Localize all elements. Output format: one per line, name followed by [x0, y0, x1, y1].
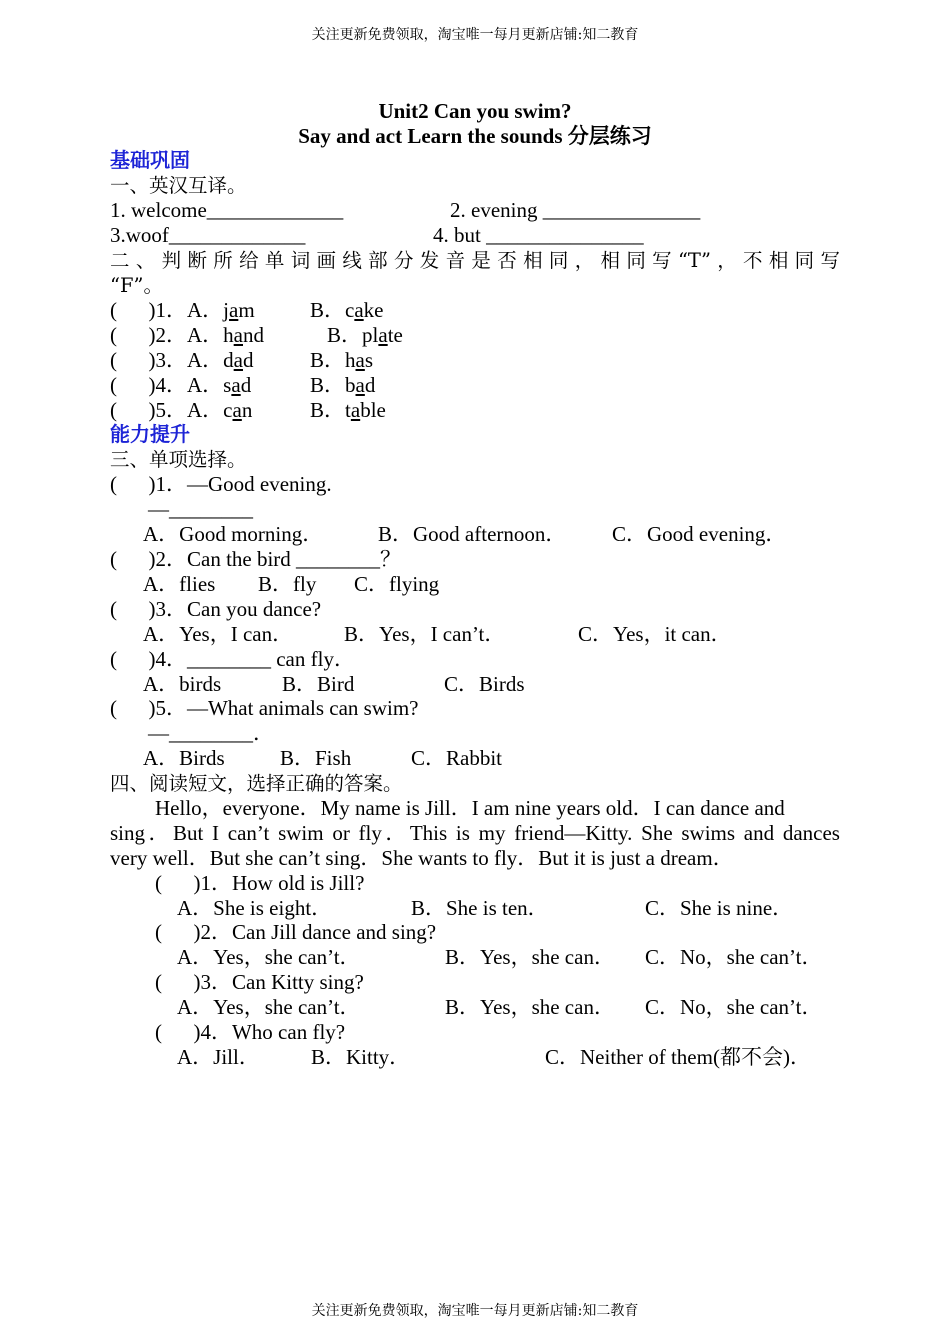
part3-question-5-option-b: B．Fish: [280, 746, 352, 770]
part3-question-1-option-a: A．Good morning．: [143, 522, 324, 546]
underlined-sound: a: [354, 298, 364, 322]
part1-item-2: 2. evening _______________: [450, 198, 701, 222]
part2-heading-line-2: “F”。: [110, 274, 163, 297]
underlined-sound: a: [233, 348, 243, 372]
part4-question-3-stem: ( )3．Can Kitty sing?: [155, 970, 364, 994]
underlined-sound: a: [231, 373, 241, 397]
part4-question-4-option-c: C．Neither of them(都不会)．: [545, 1045, 811, 1069]
part4-question-1-stem: ( )1．How old is Jill?: [155, 871, 365, 895]
part3-question-3-option-c: C．Yes，it can．: [578, 622, 732, 646]
part3-question-4-option-a: A．birds: [143, 672, 222, 696]
part4-question-1-option-b: B．She is ten．: [411, 896, 549, 920]
part4-heading: 四、阅读短文，选择正确的答案。: [110, 772, 403, 795]
part1-item-4: 4. but _______________: [433, 223, 644, 247]
passage-line-3: very well．But she can’t sing．She wants to fly．But it is just a dream．: [110, 846, 734, 870]
answer-paren: ( ): [110, 323, 156, 347]
answer-paren: ( ): [110, 348, 156, 372]
underlined-sound: a: [355, 373, 365, 397]
underlined-sound: a: [350, 398, 361, 422]
part4-question-4-option-a: A．Jill．: [177, 1045, 260, 1069]
part3-question-3-option-a: A．Yes，I can．: [143, 622, 294, 646]
part3-question-5-option-a: A．Birds: [143, 746, 225, 770]
part4-question-2-option-a: A．Yes，she can’t．: [177, 945, 361, 969]
part4-question-3-option-a: A．Yes，she can’t．: [177, 995, 361, 1019]
part4-question-1-option-c: C．She is nine．: [645, 896, 794, 920]
title-line-2: Say and act Learn the sounds 分层练习: [298, 124, 652, 148]
part3-question-5-answer-blank: —________．: [148, 721, 274, 745]
answer-paren: ( ): [110, 298, 156, 322]
part2-question-3-option-b: B．has: [310, 348, 374, 372]
part3-question-5-option-c: C．Rabbit: [411, 746, 503, 770]
part1-item-1: 1. welcome_____________: [110, 198, 344, 222]
part4-question-2-option-b: B．Yes，she can．: [445, 945, 615, 969]
part4-question-4-option-b: B．Kitty．: [311, 1045, 411, 1069]
part2-question-4: ( )4．A．sad: [110, 373, 252, 397]
part2-question-4-option-b: B．bad: [310, 373, 376, 397]
passage-line-1: Hello，everyone．My name is Jill．I am nine years old．I can dance and: [155, 796, 785, 820]
part3-question-2-option-b: B．fly: [258, 572, 317, 596]
section-advanced-heading: 能力提升: [110, 422, 190, 446]
answer-paren: ( ): [110, 373, 156, 397]
part4-question-3-option-c: C．No，she can’t．: [645, 995, 823, 1019]
part4-question-4-stem: ( )4．Who can fly?: [155, 1020, 346, 1044]
part2-question-5: ( )5．A．can: [110, 398, 253, 422]
page-header: 关注更新免费领取，淘宝唯一每月更新店铺:知二教育: [311, 27, 639, 43]
part2-question-3: ( )3．A．dad: [110, 348, 254, 372]
part2-heading-line-1: 二、判断所给单词画线部分发音是否相同，相同写“T”，不相同写: [110, 249, 840, 272]
part4-question-3-option-b: B．Yes，she can．: [445, 995, 615, 1019]
part3-question-3-option-b: B．Yes，I can’t．: [344, 622, 506, 646]
part3-question-1-answer-blank: —________: [148, 497, 253, 521]
part2-question-2: ( )2．A．hand: [110, 323, 264, 347]
part2-question-1-option-b: B．cake: [310, 298, 384, 322]
answer-paren: ( ): [110, 398, 156, 422]
part3-question-5-stem: ( )5．—What animals can swim?: [110, 696, 419, 720]
part3-question-1-stem: ( )1．—Good evening.: [110, 472, 332, 496]
underlined-sound: a: [232, 398, 242, 422]
section-basic-heading: 基础巩固: [110, 148, 190, 172]
part4-question-2-stem: ( )2．Can Jill dance and sing?: [155, 920, 437, 944]
part2-question-5-option-b: B．table: [310, 398, 386, 422]
title-line-1: Unit2 Can you swim?: [378, 99, 572, 123]
part3-question-1-option-c: C．Good evening．: [612, 522, 787, 546]
part1-item-3: 3.woof_____________: [110, 223, 306, 247]
part3-question-4-option-c: C．Birds: [444, 672, 525, 696]
part3-question-2-option-c: C．flying: [354, 572, 440, 596]
underlined-sound: a: [378, 323, 388, 347]
part3-question-4-option-b: B．Bird: [282, 672, 355, 696]
part3-question-4-stem: ( )4．________ can fly．: [110, 647, 355, 671]
underlined-sound: a: [233, 323, 243, 347]
part3-question-2-option-a: A．flies: [143, 572, 216, 596]
part2-question-1: ( )1．A．jam: [110, 298, 255, 322]
part3-question-3-stem: ( )3．Can you dance?: [110, 597, 322, 621]
part1-heading: 一、英汉互译。: [110, 174, 247, 197]
underlined-sound: a: [355, 348, 365, 372]
part3-question-1-option-b: B．Good afternoon．: [378, 522, 567, 546]
part4-question-2-option-c: C．No，she can’t．: [645, 945, 823, 969]
page-footer: 关注更新免费领取，淘宝唯一每月更新店铺:知二教育: [311, 1303, 639, 1319]
underlined-sound: a: [229, 298, 239, 322]
passage-line-2: sing．But I can’t swim or fly．This is my friend—Kitty. She swims and dances: [110, 821, 840, 845]
part4-question-1-option-a: A．She is eight．: [177, 896, 333, 920]
part3-heading: 三、单项选择。: [110, 448, 247, 471]
part2-question-2-option-b: B．plate: [327, 323, 403, 347]
part3-question-2-stem: ( )2．Can the bird ________？: [110, 547, 402, 571]
